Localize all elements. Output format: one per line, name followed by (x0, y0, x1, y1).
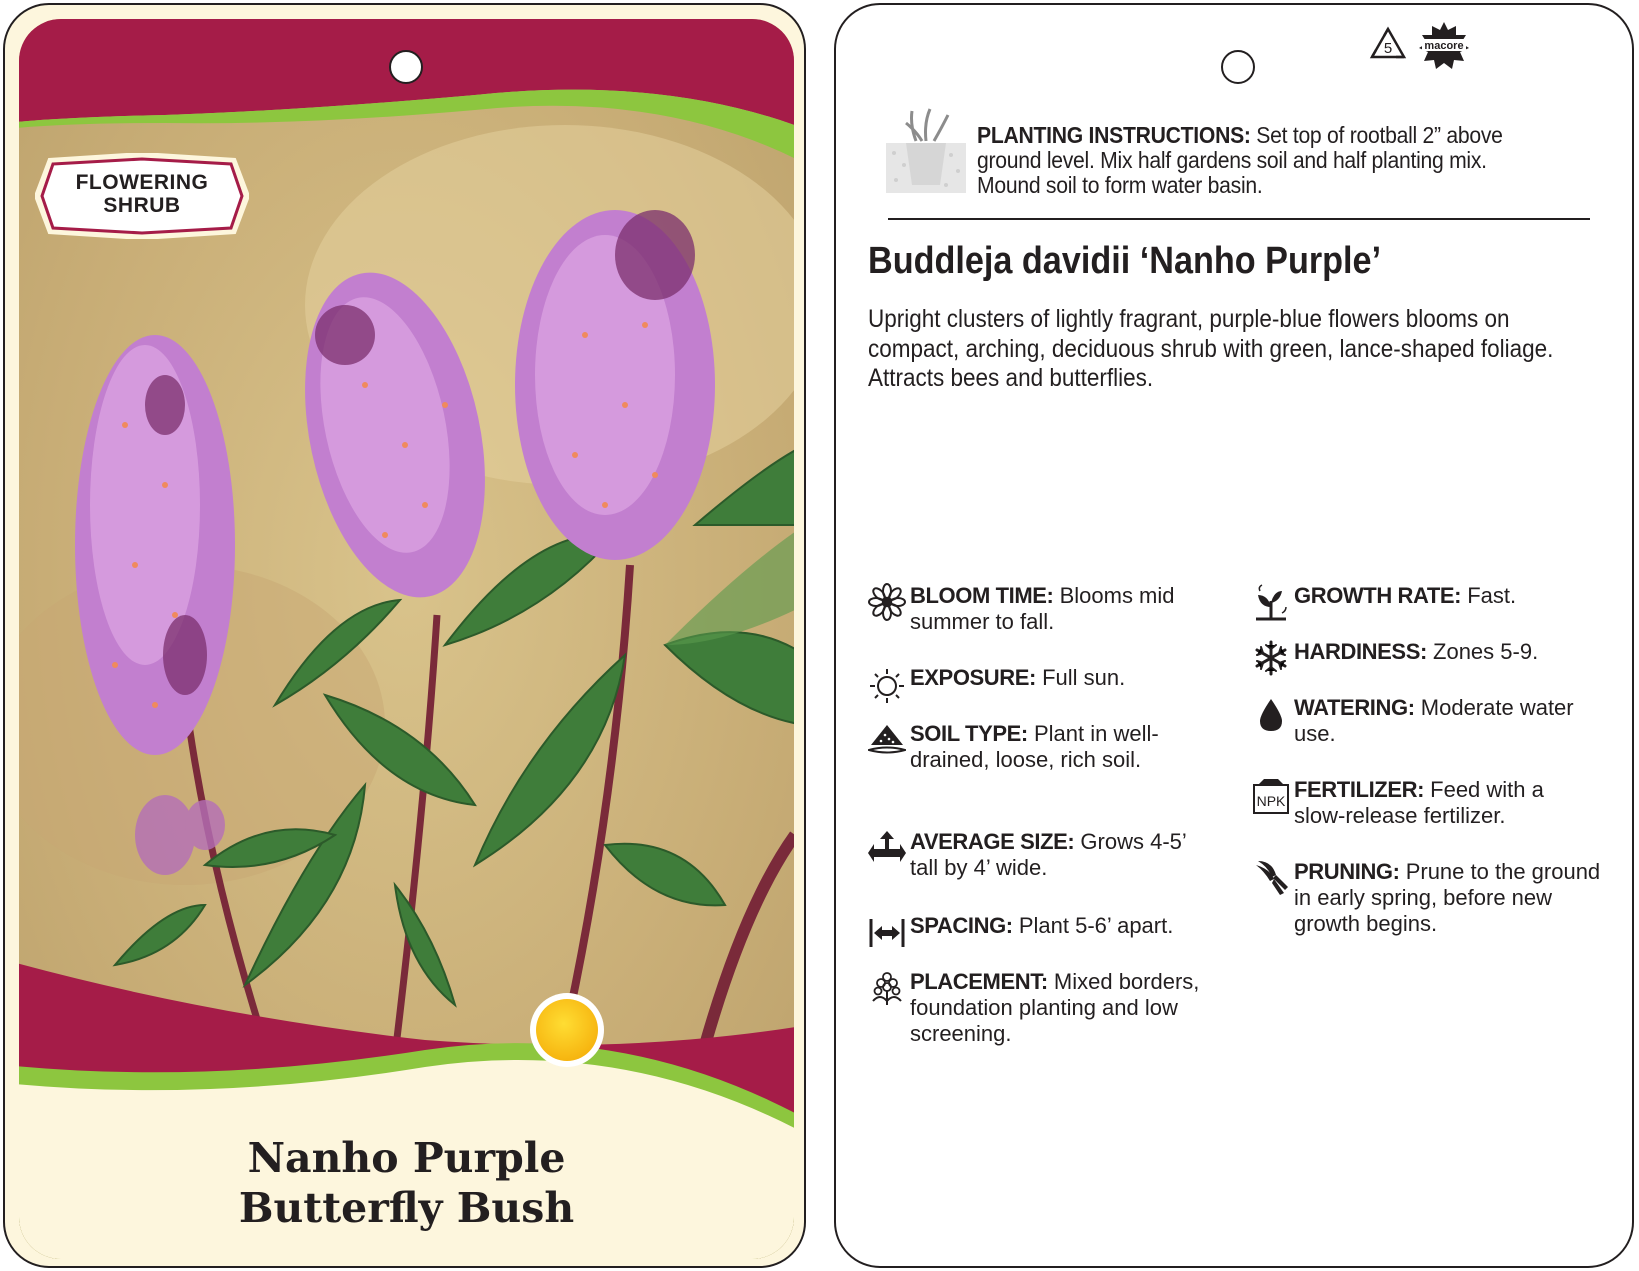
recycle-icon (1368, 26, 1408, 62)
fertilizer-icon (1252, 777, 1290, 815)
recycle-code: 5 (1383, 40, 1393, 57)
attribute-label: WATERING: (1294, 695, 1415, 720)
common-name-line: Butterfly Bush (238, 1184, 575, 1232)
botanical-name: Buddleja davidii ‘Nanho Purple’ (868, 240, 1382, 282)
macore-logo (1416, 20, 1472, 70)
potted-plant-icon (886, 105, 966, 197)
snowflake-icon (1252, 639, 1290, 677)
attribute-label: SOIL TYPE: (910, 721, 1028, 746)
attribute-label: SPACING: (910, 913, 1013, 938)
water-drop-icon (1252, 695, 1290, 733)
sun-icon (868, 665, 906, 703)
attribute-label: FERTILIZER: (1294, 777, 1425, 802)
attribute-label: HARDINESS: (1294, 639, 1427, 664)
attribute-text: Fast. (1461, 583, 1517, 608)
attribute-bloom-time (910, 583, 1210, 635)
placement-icon (868, 969, 906, 1007)
attribute-text: Moderate water use. (1294, 695, 1574, 746)
attribute-label: EXPOSURE: (910, 665, 1036, 690)
hang-hole (1221, 50, 1255, 84)
attribute-hardiness (1294, 639, 1604, 665)
attribute-pruning (1294, 859, 1604, 937)
flower-icon (868, 583, 906, 621)
attribute-label: AVERAGE SIZE: (910, 829, 1075, 854)
attribute-growth-rate (1294, 583, 1604, 609)
category-line: SHRUB (103, 194, 181, 217)
attribute-text: Grows 4-5’ tall by 4’ wide. (910, 829, 1186, 880)
plant-description: Upright clusters of lightly fragrant, purple-blue flowers blooms on compact, arching, deciduous shrub with green, lance-shaped foliage. Attracts bees and butterflies. (868, 305, 1554, 392)
planting-text: Set top of rootball 2” above ground level. Mix half gardens soil and half planting mix. Mound soil to form water basin. (977, 122, 1503, 198)
attribute-label: GROWTH RATE: (1294, 583, 1462, 608)
attribute-label: PRUNING: (1294, 859, 1400, 884)
category-badge (35, 153, 249, 239)
attribute-label: PLACEMENT: (910, 969, 1048, 994)
attribute-text: Plant in well-drained, loose, rich soil. (910, 721, 1159, 772)
attribute-exposure (910, 665, 1210, 691)
divider (888, 218, 1590, 220)
common-name-line: Nanho Purple (247, 1134, 566, 1182)
attribute-spacing (910, 913, 1210, 939)
spacing-icon (868, 913, 906, 951)
hang-hole (389, 50, 423, 84)
attribute-text: Mixed borders, foundation planting and low screening. (910, 969, 1200, 1046)
full-sun-dot-icon (536, 999, 598, 1061)
pruners-icon (1252, 859, 1290, 897)
attribute-placement (910, 969, 1220, 1047)
category-line: FLOWERING (75, 171, 209, 194)
npk-label: NPK (1256, 793, 1286, 809)
attribute-watering (1294, 695, 1604, 747)
attribute-text: Full sun. (1035, 665, 1126, 690)
front-plant-tag (3, 3, 806, 1268)
brand-name: macore (1424, 40, 1464, 52)
attribute-fertilizer (1256, 777, 1594, 829)
attribute-text: Prune to the ground in early spring, before new growth begins. (1294, 859, 1601, 936)
attribute-soil-type (910, 721, 1200, 773)
attribute-label: BLOOM TIME: (910, 583, 1054, 608)
soil-icon (868, 721, 906, 759)
back-plant-tag (834, 3, 1634, 1268)
common-name (5, 1133, 806, 1233)
planting-instructions (977, 123, 1547, 198)
attribute-average-size (910, 829, 1200, 881)
attribute-text: Feed with a slow-release fertilizer. (1294, 777, 1544, 828)
size-icon (868, 829, 906, 867)
attribute-text: Blooms mid summer to fall. (910, 583, 1175, 634)
sprout-icon (1252, 583, 1290, 621)
attribute-text: Zones 5-9. (1426, 639, 1539, 664)
planting-label: PLANTING INSTRUCTIONS: (977, 122, 1251, 148)
attribute-text: Plant 5-6’ apart. (1012, 913, 1174, 938)
